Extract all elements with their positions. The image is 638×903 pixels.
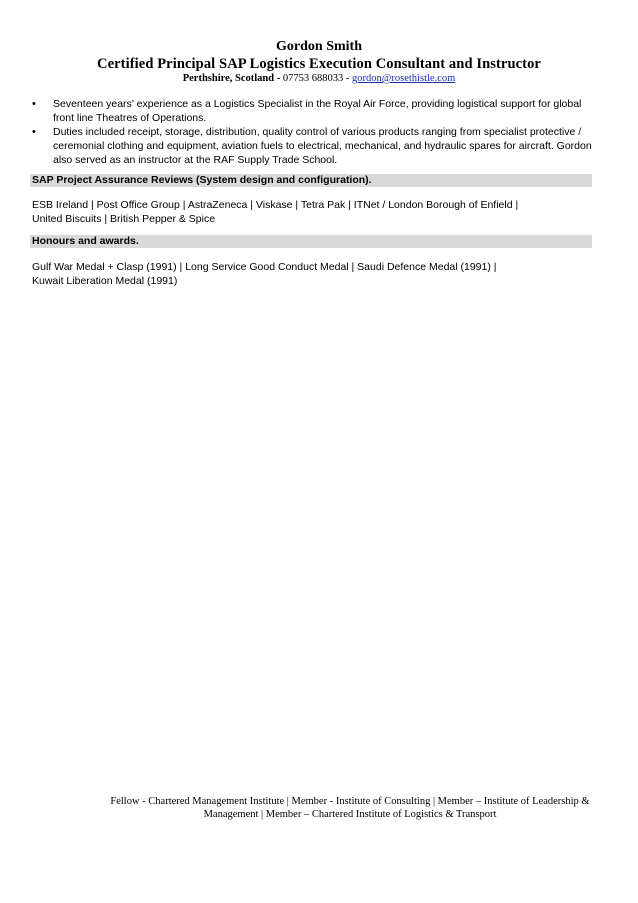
sap-clients-line: ESB Ireland | Post Office Group | AstraZeneca | Viskase | Tetra Pak | ITNet / London Borough of Enfield | [32, 199, 519, 211]
bullet-icon: • [32, 98, 36, 110]
summary-list [32, 97, 592, 167]
location: Perthshire, Scotland - [182, 73, 281, 84]
phone-number: 07753 688033 - [282, 73, 350, 84]
summary-item-text: Duties included receipt, storage, distribution, quality control of various products ranging from specialist protective / ceremonial clothing and equipment, aviation fuels to electrical, mechanical, and hydraulic spares for aircraft. Gordon also served as an instructor at the RAF Supply Trade School. [53, 126, 592, 166]
section-heading-honours: Honours and awards. [30, 235, 592, 248]
candidate-name: Gordon Smith [276, 39, 362, 54]
sap-clients-list [32, 198, 592, 226]
section-heading-sap-reviews: SAP Project Assurance Reviews (System design and configuration). [30, 174, 592, 187]
footer-line: Management | Member – Chartered Institute of Logistics & Transport [203, 809, 497, 820]
summary-item [32, 97, 592, 125]
sap-clients-line: United Biscuits | British Pepper & Spice [32, 213, 216, 225]
honours-line: Kuwait Liberation Medal (1991) [32, 275, 178, 287]
memberships-footer [60, 795, 638, 821]
email-link[interactable]: gordon@rosethistle.com [351, 73, 456, 84]
professional-title: Certified Principal SAP Logistics Execution Consultant and Instructor [97, 56, 541, 72]
honours-list [32, 260, 592, 288]
summary-item-text: Seventeen years’ experience as a Logistics Specialist in the Royal Air Force, providing logistical support for global front line Theatres of Operations. [53, 98, 582, 124]
summary-item [32, 125, 592, 167]
bullet-icon: • [32, 126, 36, 138]
footer-line: Fellow - Chartered Management Institute | Member - Institute of Consulting | Member – Institute of Leadership & [110, 796, 590, 807]
contact-line [0, 73, 638, 84]
honours-line: Gulf War Medal + Clasp (1991) | Long Service Good Conduct Medal | Saudi Defence Medal (1991) | [32, 261, 497, 273]
